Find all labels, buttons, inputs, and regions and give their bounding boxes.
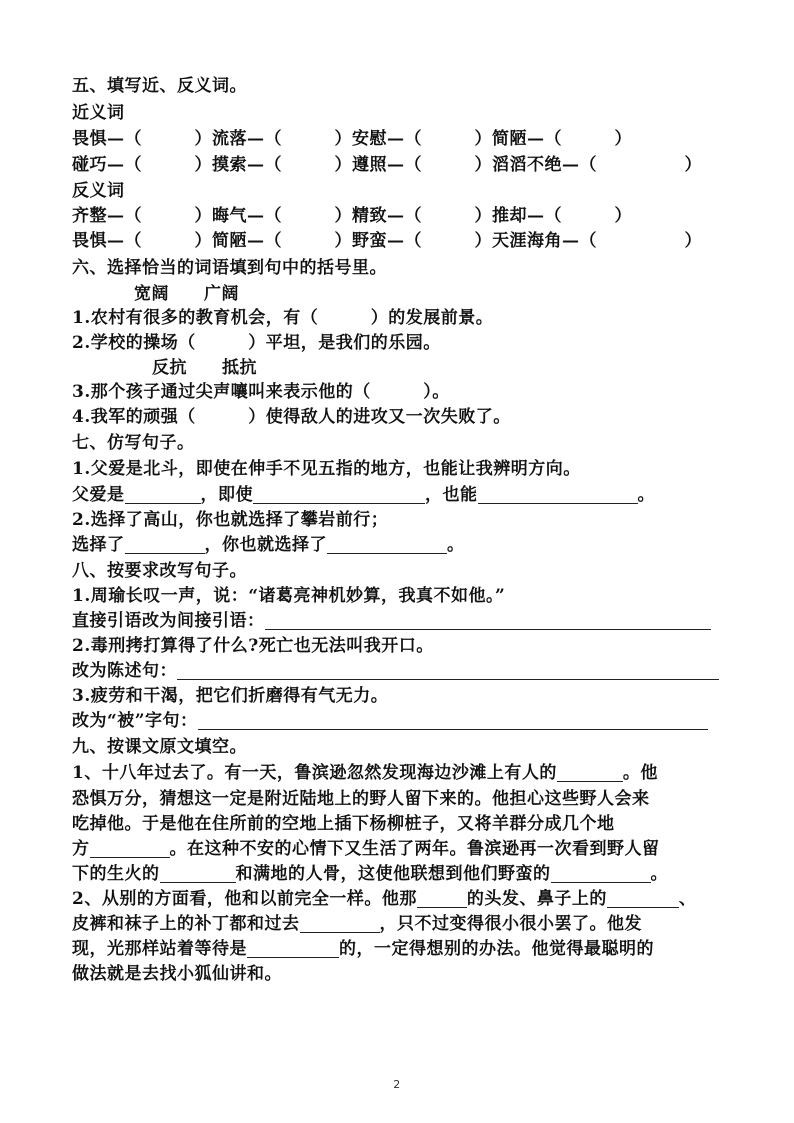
passage-text: 皮裤和袜子上的补丁都和过去 [72,914,300,934]
rewrite-requirement-3: 改为“被”字句： [72,711,198,731]
passage1-line-2: 恐惧万分，猜想这一定是附近陆地上的野人留下来的。他担心这些野人会来 [72,789,650,809]
rewrite-answer-3 [72,709,708,733]
rewrite-requirement-2: 改为陈述句： [72,661,177,681]
section9-title: 九、按课文原文填空。 [72,737,247,757]
passage1-line-1 [72,761,658,785]
imitation-2-part-b: ，你也就选择了 [204,535,327,555]
imitation-2-part-c: 。 [447,535,465,555]
blank-input[interactable] [253,485,425,504]
passage-text: 的，一定得想别的办法。他觉得最聪明的 [339,939,654,959]
blank-input[interactable] [607,889,679,908]
question-6-3: 3.那个孩子通过尖声嚷叫来表示他的（ ）。 [72,382,450,402]
passage-text: 的头发、鼻子上的 [466,889,607,909]
blank-input[interactable] [551,864,651,883]
passage-text: 现，光那样站着等待是 [72,939,247,959]
section8-title: 八、按要求改写句子。 [72,561,247,581]
passage-text: 下的生火的 [72,864,160,884]
answer-line[interactable] [177,661,719,680]
passage-text: 和满地的人骨，这使他联想到他们野蛮的 [235,864,551,884]
model-sentence-2: 2.选择了高山，你也就选择了攀岩前行； [72,510,389,530]
passage-text: 1、十八年过去了。有一天，鲁滨逊忽然发现海边沙滩上有人的 [72,763,557,783]
rewrite-question-3: 3.疲劳和干渴，把它们折磨得有气无力。 [72,686,389,706]
imitation-line-2 [72,533,465,557]
question-6-2: 2.学校的操场（ ）平坦，是我们的乐园。 [72,333,441,353]
passage2-line-3 [72,937,654,961]
question-6-1: 1.农村有很多的教育机会，有（ ）的发展前景。 [72,308,494,328]
question-6-4: 4.我军的顽强（ ）使得敌人的进攻又一次失败了。 [72,407,511,427]
passage2-line-4: 做法就是去找小狐仙讲和。 [72,964,282,984]
section5-title: 五、填写近、反义词。 [72,76,247,96]
blank-input[interactable] [160,864,236,883]
synonyms-row-1: 畏惧—（ ）流落—（ ）安慰—（ ）简陋—（ ） [72,129,632,149]
page-number: 2 [393,1078,401,1091]
blank-input[interactable] [125,535,205,554]
passage-text: 、 [678,889,697,909]
imitation-2-part-a: 选择了 [72,535,125,555]
synonyms-label: 近义词 [72,103,125,123]
answer-line[interactable] [198,711,708,730]
passage1-line-5 [72,862,668,886]
section7-title: 七、仿写句子。 [72,433,195,453]
answer-line[interactable] [265,611,711,630]
imitation-1-part-b: ，即使 [200,485,253,505]
passage-text: 。他 [622,763,658,783]
passage-text: 。在这种不安的心情下又生活了两年。鲁滨逊再一次看到野人留 [169,839,660,859]
passage1-line-4 [72,837,660,861]
model-sentence-1: 1.父爱是北斗，即使在伸手不见五指的地方，也能让我辨明方向。 [72,459,581,479]
word-choices-2: 反抗 抵抗 [152,358,257,378]
passage1-line-3: 吃掉他。于是他在住所前的空地上插下杨柳桩子，又将羊群分成几个地 [72,814,615,834]
blank-input[interactable] [300,914,380,933]
passage2-line-2 [72,912,642,936]
rewrite-answer-1 [72,609,711,633]
rewrite-answer-2 [72,659,719,683]
blank-input[interactable] [247,939,339,958]
word-choices-1: 宽阔 广阔 [134,284,239,304]
imitation-1-part-a: 父爱是 [72,485,125,505]
blank-input[interactable] [557,763,623,782]
passage2-line-1 [72,887,696,911]
blank-input[interactable] [478,485,638,504]
imitation-1-part-d: 。 [637,485,655,505]
passage-text: ，只不过变得很小很小罢了。他发 [379,914,642,934]
blank-input[interactable] [417,889,467,908]
section6-title: 六、选择恰当的词语填到句中的括号里。 [72,258,387,278]
synonyms-row-2: 碰巧—（ ）摸索—（ ）遵照—（ ）滔滔不绝—（ ） [72,155,702,175]
blank-input[interactable] [90,839,170,858]
rewrite-question-1: 1.周瑜长叹一声，说：“诸葛亮神机妙算，我真不如他。” [72,586,506,606]
imitation-1-part-c: ，也能 [425,485,478,505]
rewrite-requirement-1: 直接引语改为间接引语： [72,611,265,631]
passage-text: 。 [650,864,668,884]
antonyms-row-1: 齐整—（ ）晦气—（ ）精致—（ ）推却—（ ） [72,206,632,226]
blank-input[interactable] [327,535,447,554]
passage-text: 方 [72,839,90,859]
blank-input[interactable] [125,485,201,504]
antonyms-row-2: 畏惧—（ ）简陋—（ ）野蛮—（ ）天涯海角—（ ） [72,231,702,251]
rewrite-question-2: 2.毒刑拷打算得了什么?死亡也无法叫我开口。 [72,636,434,656]
passage-text: 2、从别的方面看，他和以前完全一样。他那 [72,889,417,909]
imitation-line-1 [72,483,655,507]
antonyms-label: 反义词 [72,181,125,201]
